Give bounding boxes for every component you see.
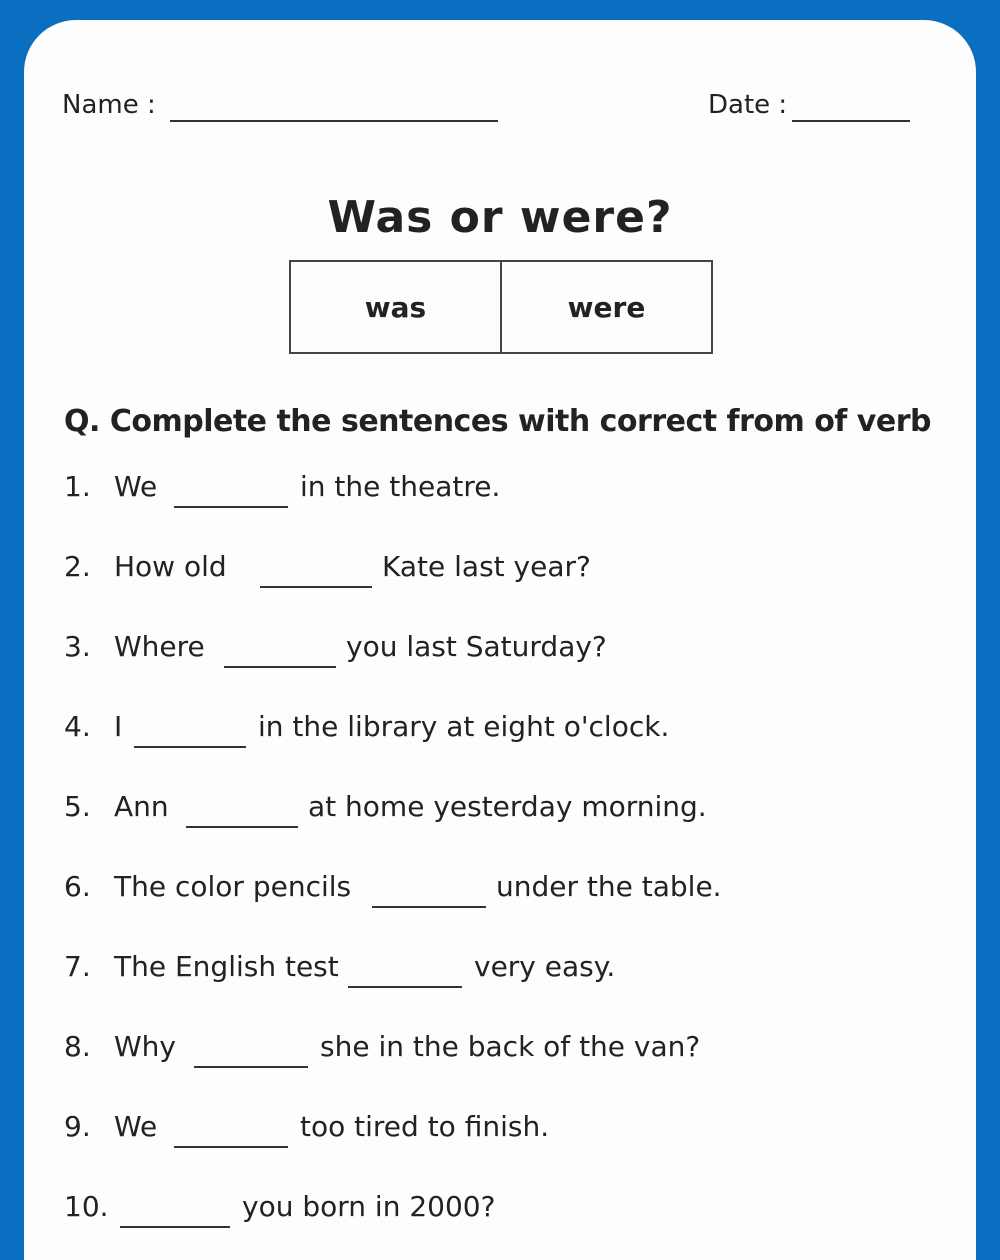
- word-box: [289, 260, 713, 354]
- word-option-were: were: [500, 262, 711, 352]
- item-number: 8.: [64, 1030, 91, 1063]
- item-number: 2.: [64, 550, 91, 583]
- item-text-after: in the theatre.: [300, 470, 501, 503]
- item-number: 4.: [64, 710, 91, 743]
- item-text-after: you last Saturday?: [346, 630, 607, 663]
- item-text-after: in the library at eight o'clock.: [258, 710, 670, 743]
- answer-blank[interactable]: [186, 826, 298, 828]
- item-text-after: at home yesterday morning.: [308, 790, 707, 823]
- answer-blank[interactable]: [348, 986, 462, 988]
- answer-blank[interactable]: [194, 1066, 308, 1068]
- item-text-before: Why: [114, 1030, 177, 1063]
- date-label: Date :: [708, 90, 788, 120]
- worksheet: [24, 20, 976, 1260]
- answer-blank[interactable]: [224, 666, 336, 668]
- answer-blank[interactable]: [174, 506, 288, 508]
- answer-blank[interactable]: [134, 746, 246, 748]
- header-row: [24, 90, 976, 130]
- item-number: 10.: [64, 1190, 109, 1223]
- name-field[interactable]: [170, 120, 498, 122]
- answer-blank[interactable]: [120, 1226, 230, 1228]
- page-title: Was or were?: [327, 192, 673, 243]
- name-label: Name :: [62, 90, 156, 120]
- item-number: 7.: [64, 950, 91, 983]
- item-number: 1.: [64, 470, 91, 503]
- item-text-before: We: [114, 1110, 158, 1143]
- item-text-before: We: [114, 470, 158, 503]
- item-text-before: Ann: [114, 790, 169, 823]
- answer-blank[interactable]: [372, 906, 486, 908]
- item-text-after: under the table.: [496, 870, 722, 903]
- item-text-after: you born in 2000?: [242, 1190, 496, 1223]
- item-text-before: Where: [114, 630, 205, 663]
- item-number: 6.: [64, 870, 91, 903]
- item-text-before: The English test: [114, 950, 339, 983]
- word-option-was: was: [364, 290, 427, 324]
- item-number: 5.: [64, 790, 91, 823]
- question-instruction: Q. Complete the sentences with correct from of verb: [64, 404, 931, 439]
- item-text-before: How old: [114, 550, 227, 583]
- item-text-before: The color pencils: [114, 870, 352, 903]
- item-text-after: Kate last year?: [382, 550, 591, 583]
- item-text-after: too tired to finish.: [300, 1110, 550, 1143]
- date-field[interactable]: [792, 120, 910, 122]
- item-text-after: she in the back of the van?: [320, 1030, 701, 1063]
- item-text-after: very easy.: [474, 950, 616, 983]
- item-number: 9.: [64, 1110, 91, 1143]
- item-text-before: I: [114, 710, 123, 743]
- answer-blank[interactable]: [174, 1146, 288, 1148]
- answer-blank[interactable]: [260, 586, 372, 588]
- item-number: 3.: [64, 630, 91, 663]
